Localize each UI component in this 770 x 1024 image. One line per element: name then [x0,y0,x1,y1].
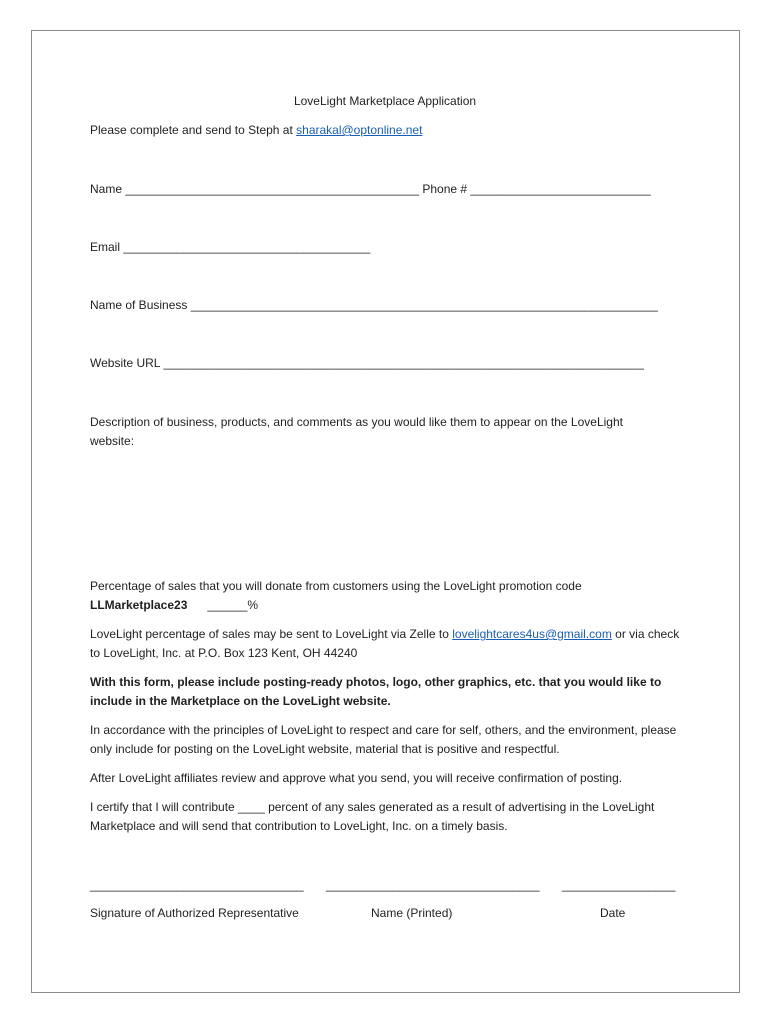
email-row [90,238,370,257]
document-page [31,30,740,993]
business-field[interactable]: ______________________________________________________________________ [190,298,658,312]
signature-line[interactable]: ________________________________ [90,878,304,892]
email-label: Email [90,240,121,254]
name-label: Name [90,182,123,196]
website-row [90,354,644,373]
business-row [90,296,658,315]
payment-text-after: or via check to LoveLight, Inc. at P.O. Box 123 Kent, OH 44240 [90,627,680,660]
printed-name-line[interactable]: ________________________________ [326,878,540,892]
promo-code: LLMarketplace23 [90,598,188,612]
percentage-field[interactable]: ______% [207,598,259,612]
payment-text-before: LoveLight percentage of sales may be sent to LoveLight via Zelle to [90,627,453,641]
review-paragraph: After LoveLight affiliates review and approve what you send, you will receive confirmation of posting. [90,771,623,785]
percentage-text: Percentage of sales that you will donate from customers using the LoveLight promotion code [90,579,582,593]
phone-label: Phone # [422,182,468,196]
date-line[interactable]: _________________ [562,878,676,892]
principles-paragraph: In accordance with the principles of LoveLight to respect and care for self, others, and the environment, please only include for posting on the LoveLight website, material that is positive and respectful. [90,723,677,756]
signature-label: Signature of Authorized Representative [90,906,299,920]
document-title: LoveLight Marketplace Application [293,94,477,108]
website-field[interactable]: ________________________________________________________________________ [163,356,644,370]
business-label: Name of Business [90,298,188,312]
certify-paragraph: I certify that I will contribute ____ percent of any sales generated as a result of advertising in the LoveLight Marketplace and will send that contribution to LoveLight, Inc. on a timely basis. [90,800,655,833]
name-phone-row [90,180,651,199]
intro-text: Please complete and send to Steph at [90,123,297,137]
description-prompt: Description of business, products, and comments as you would like them to appear on the LoveLight website: [90,415,623,448]
payment-paragraph [90,625,680,663]
website-label: Website URL [90,356,161,370]
name-field[interactable]: ____________________________________________ [125,182,420,196]
contact-email-link[interactable]: sharakal@optonline.net [296,123,423,137]
phone-field[interactable]: ___________________________ [470,182,651,196]
email-field[interactable]: _____________________________________ [123,240,371,254]
photos-note: With this form, please include posting-ready photos, logo, other graphics, etc. that you would like to include in the Marketplace on the LoveLight website. [90,675,662,708]
printed-name-label: Name (Printed) [371,906,453,920]
date-label: Date [600,906,626,920]
zelle-email-link[interactable]: lovelightcares4us@gmail.com [452,627,612,641]
percentage-paragraph [90,577,680,615]
intro-line [90,121,422,140]
